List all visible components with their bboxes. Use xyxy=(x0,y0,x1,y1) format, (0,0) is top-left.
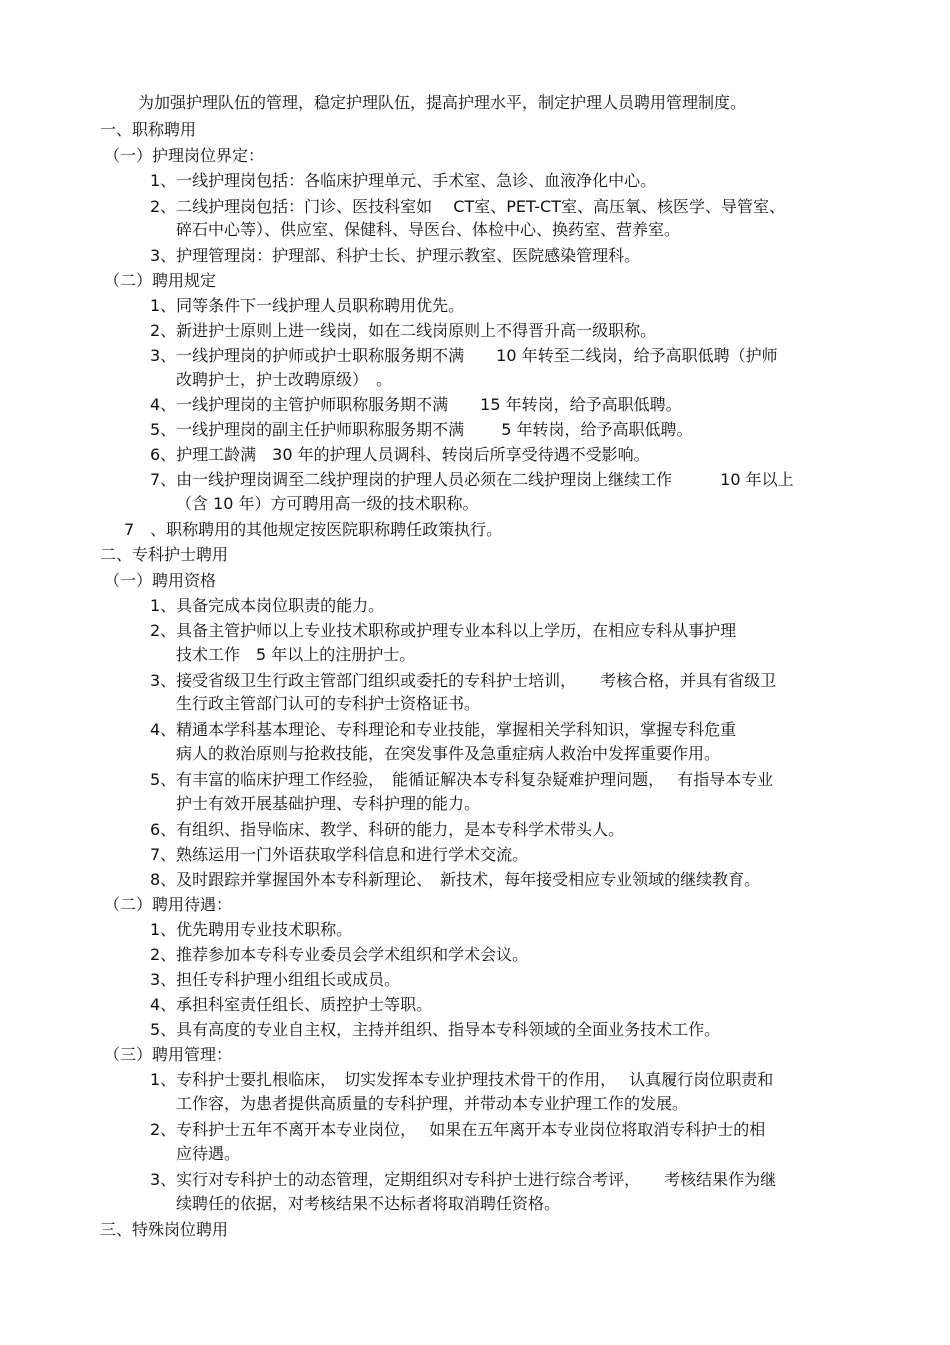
list-item-continuation: 碎石中心等）、供应室、保健科、导医台、体检中心、换药室、营养室。 xyxy=(176,220,681,239)
list-item: 5、一线护理岗的副主任护师职称服务期不满 5 年转岗，给予高职低聘。 xyxy=(150,420,693,439)
list-item: 3、护理管理岗：护理部、科护士长、护理示教室、医院感染管理科。 xyxy=(150,246,641,265)
subsection-heading: （二）聘用待遇： xyxy=(104,895,233,914)
list-item: 2、专科护士五年不离开本专业岗位， 如果在五年离开本专业岗位将取消专科护士的相 xyxy=(150,1120,766,1139)
list-item: 1、具备完成本岗位职责的能力。 xyxy=(150,596,385,615)
list-item-continuation: 工作容，为患者提供高质量的专科护理，并带动本专业护理工作的发展。 xyxy=(176,1094,689,1113)
list-item-continuation: 生行政主管部门认可的专科护士资格证书。 xyxy=(176,694,481,713)
list-item-continuation: 续聘任的依据，对考核结果不达标者将取消聘任资格。 xyxy=(176,1194,561,1213)
list-item: 7、熟练运用一门外语获取学科信息和进行学术交流。 xyxy=(150,845,529,864)
list-item: 5、具有高度的专业自主权，主持并组织、指导本专科领域的全面业务技术工作。 xyxy=(150,1020,721,1039)
list-item: 2、具备主管护师以上专业技术职称或护理专业本科以上学历，在相应专科从事护理 xyxy=(150,621,737,640)
list-item: 2、二线护理岗包括：门诊、医技科室如 CT室、PET-CT室、高压氧、核医学、导管室、 xyxy=(150,197,785,216)
list-item: 4、精通本学科基本理论、专科理论和专业技能，掌握相关学科知识，掌握专科危重 xyxy=(150,720,737,739)
list-item: 1、专科护士要扎根临床， 切实发挥本专业护理技术骨干的作用， 认真履行岗位职责和 xyxy=(150,1070,774,1089)
list-item-continuation: 技术工作 5 年以上的注册护士。 xyxy=(176,645,416,664)
list-item: 6、护理工龄满 30 年的护理人员调科、转岗后所享受待遇不受影响。 xyxy=(150,445,650,464)
subsection-heading: （一）聘用资格 xyxy=(104,571,217,590)
list-item: 6、有组织、指导临床、教学、科研的能力，是本专科学术带头人。 xyxy=(150,820,625,839)
list-item: 7 、职称聘用的其他规定按医院职称聘任政策执行。 xyxy=(124,520,503,539)
list-item: 3、一线护理岗的护师或护士职称服务期不满 10 年转至二线岗，给予高职低聘（护师 xyxy=(150,346,778,365)
list-item: 3、接受省级卫生行政主管部门组织或委托的专科护士培训， 考核合格，并具有省级卫 xyxy=(150,671,777,690)
intro-paragraph: 为加强护理队伍的管理，稳定护理队伍，提高护理水平，制定护理人员聘用管理制度。 xyxy=(138,93,747,112)
list-item: 4、一线护理岗的主管护师职称服务期不满 15 年转岗，给予高职低聘。 xyxy=(150,395,682,414)
list-item: 1、同等条件下一线护理人员职称聘用优先。 xyxy=(150,296,465,315)
subsection-heading: （三）聘用管理： xyxy=(104,1045,233,1064)
subsection-heading: （一）护理岗位界定： xyxy=(104,146,265,165)
section-heading: 二、专科护士聘用 xyxy=(100,545,229,564)
section-heading: 一、职称聘用 xyxy=(100,120,197,139)
section-heading: 三、特殊岗位聘用 xyxy=(100,1220,229,1239)
list-item-continuation: （含 10 年）方可聘用高一级的技术职称。 xyxy=(176,494,479,513)
list-item: 3、实行对专科护士的动态管理，定期组织对专科护士进行综合考评， 考核结果作为继 xyxy=(150,1170,777,1189)
list-item: 4、承担科室责任组长、质控护士等职。 xyxy=(150,995,433,1014)
list-item-continuation: 改聘护士，护士改聘原级） 。 xyxy=(176,370,393,389)
list-item: 1、一线护理岗包括：各临床护理单元、手术室、急诊、血液净化中心。 xyxy=(150,171,657,190)
list-item-continuation: 护士有效开展基础护理、专科护理的能力。 xyxy=(176,794,481,813)
list-item: 3、担任专科护理小组组长或成员。 xyxy=(150,970,401,989)
list-item: 8、及时跟踪并掌握国外本专科新理论、 新技术，每年接受相应专业领域的继续教育。 xyxy=(150,870,761,889)
subsection-heading: （二）聘用规定 xyxy=(104,271,217,290)
list-item: 2、推荐参加本专科专业委员会学术组织和学术会议。 xyxy=(150,945,529,964)
list-item: 7、由一线护理岗调至二线护理岗的护理人员必须在二线护理岗上继续工作 10 年以上 xyxy=(150,470,794,489)
list-item: 5、有丰富的临床护理工作经验， 能循证解决本专科复杂疑难护理问题， 有指导本专业 xyxy=(150,770,774,789)
list-item: 1、优先聘用专业技术职称。 xyxy=(150,920,353,939)
list-item: 2、新进护士原则上进一线岗，如在二线岗原则上不得晋升高一级职称。 xyxy=(150,321,657,340)
list-item-continuation: 应待遇。 xyxy=(176,1144,241,1163)
list-item-continuation: 病人的救治原则与抢救技能，在突发事件及急重症病人救治中发挥重要作用。 xyxy=(176,744,721,763)
